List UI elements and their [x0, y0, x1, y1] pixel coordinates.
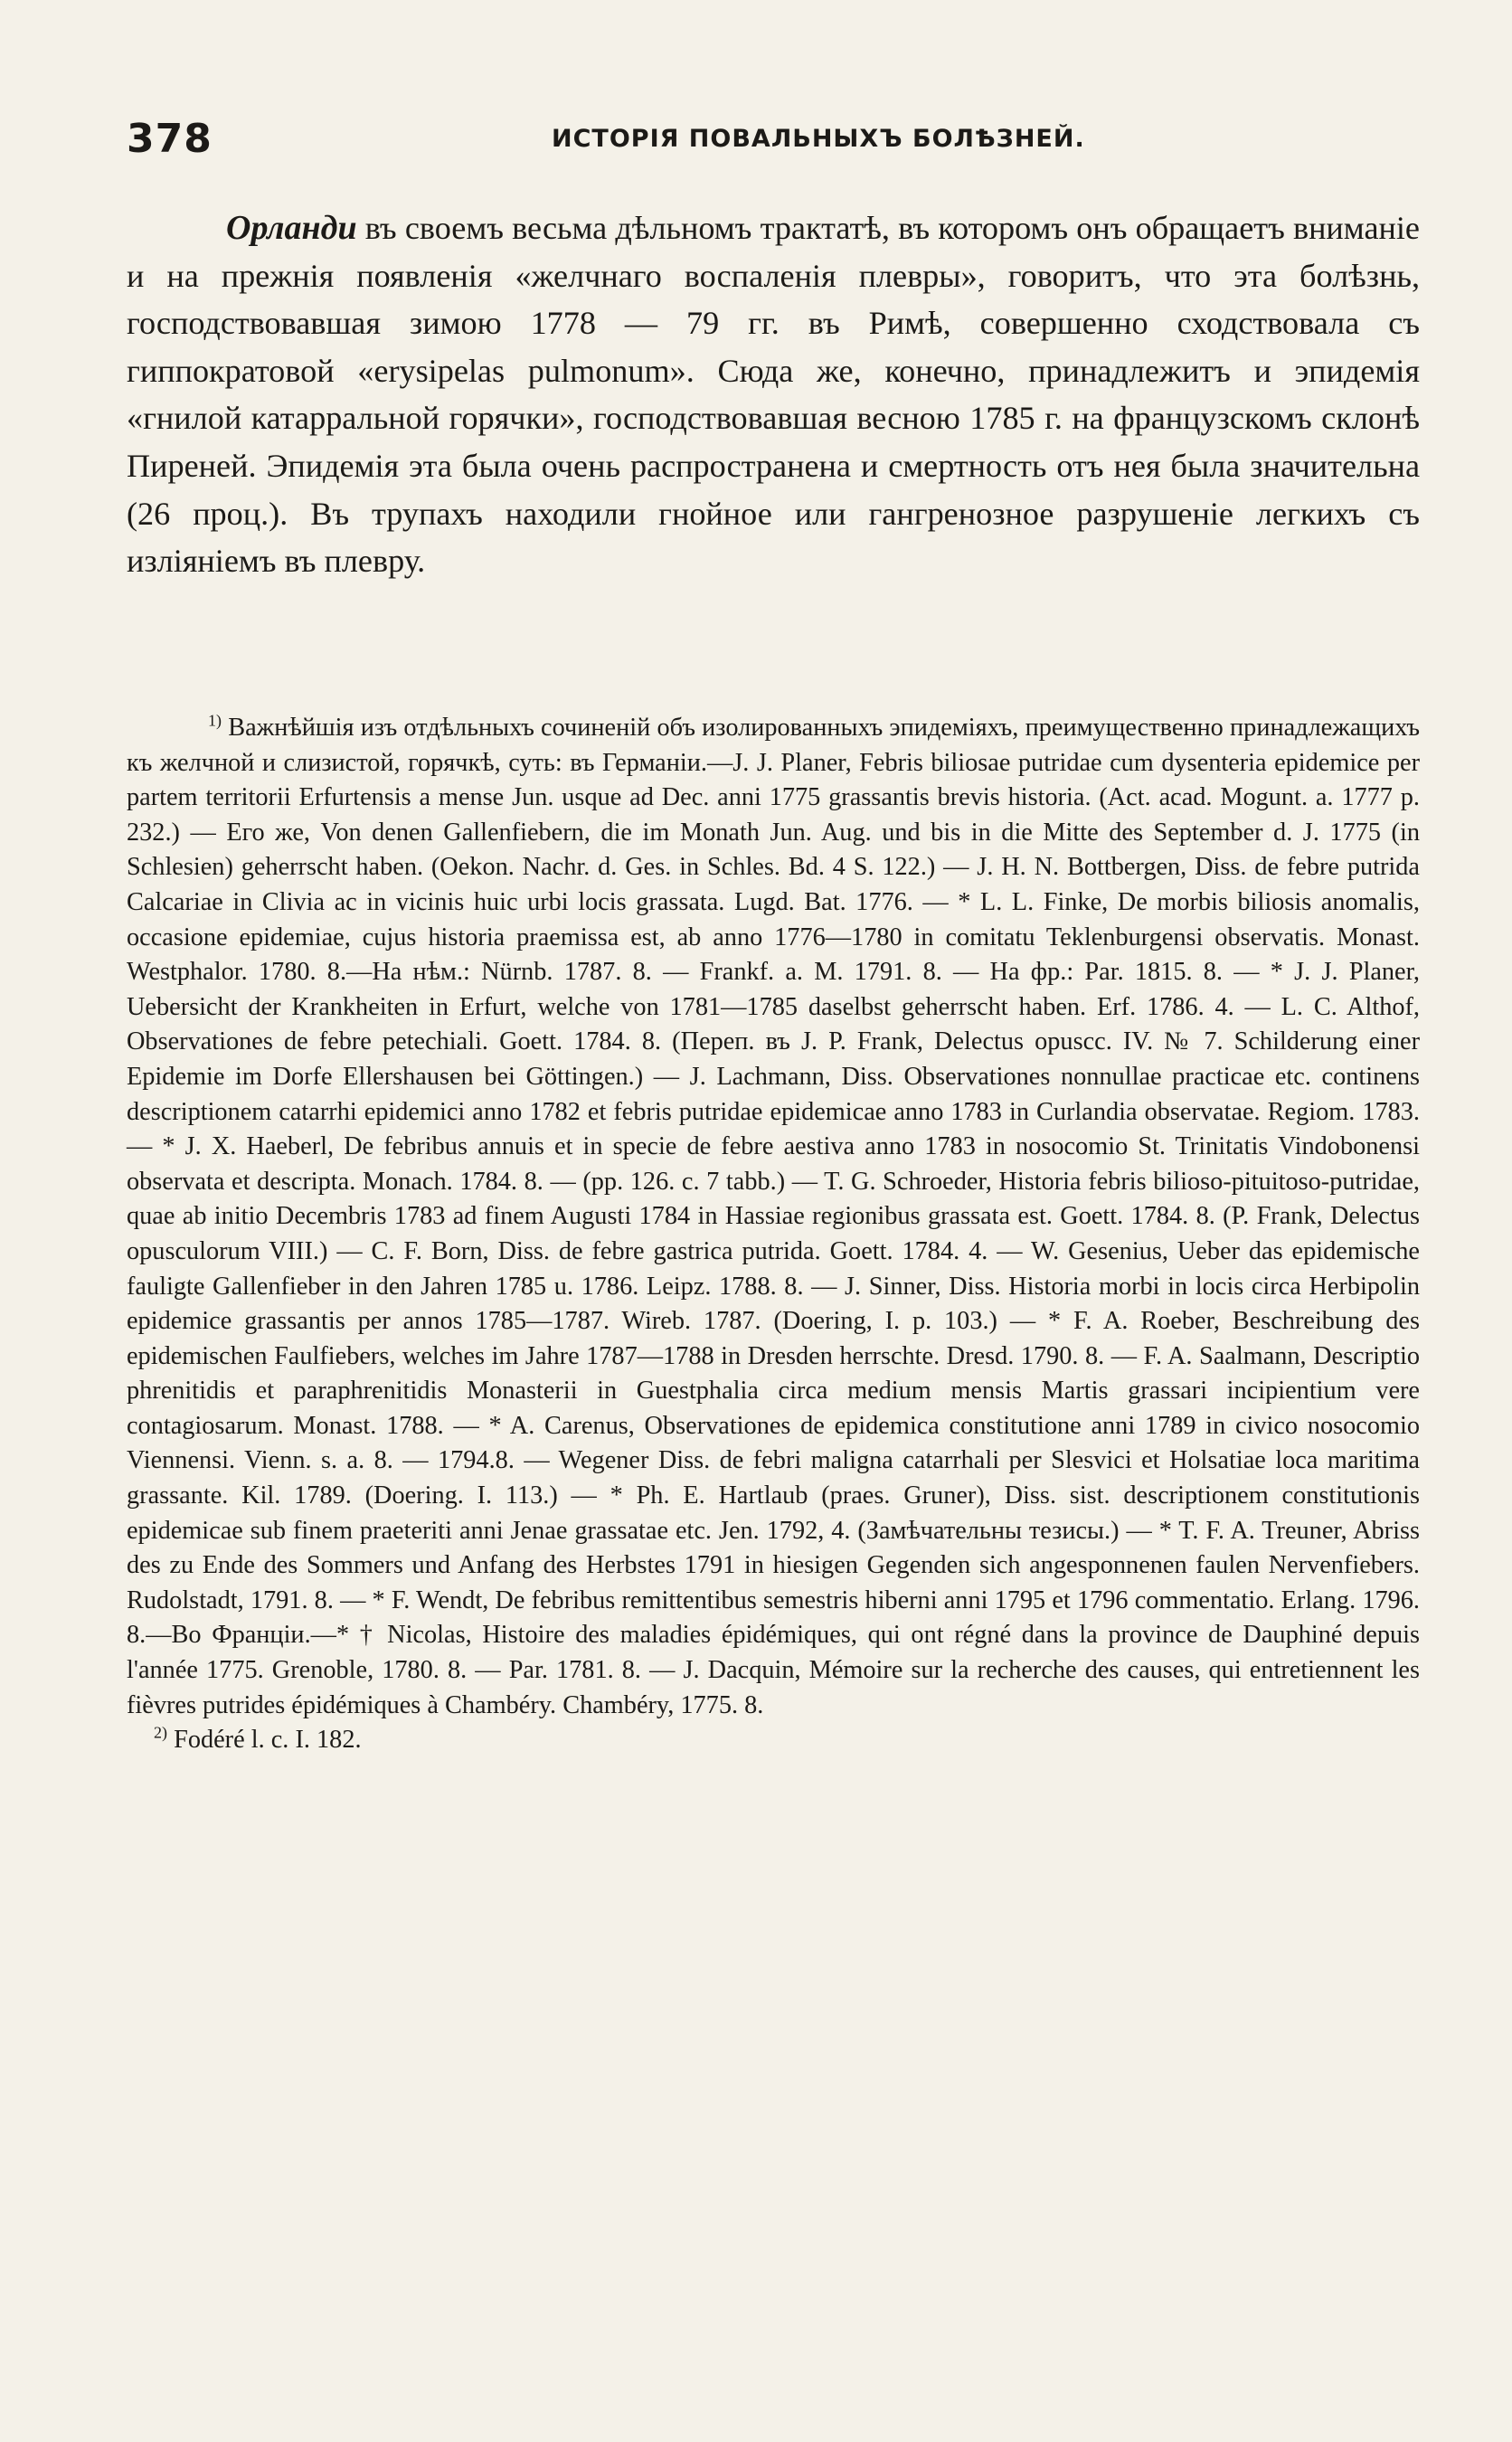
footnote [127, 1723, 1420, 1758]
footnotes [127, 711, 1420, 1758]
page-header [127, 116, 1420, 170]
footnote-marker: 1) [208, 711, 222, 730]
footnote [127, 711, 1420, 1723]
page-number: 378 [127, 116, 213, 162]
paragraph-text: въ своемъ весьма дѣльномъ трактатѣ, въ которомъ онъ обращаетъ вниманіе и на прежнія появленія «желчнаго воспаленія плевры», говоритъ, что эта болѣзнь, господствовавшая зимою 1778 — 79 гг. въ Римѣ, совершенно сходствовала съ гиппократовой «erysipelas pulmonum». Сюда же, конечно, принадлежитъ и эпидемія «гнилой катарральной горячки», господствовавшая весною 1785 г. на французскомъ склонѣ Пиреней. Эпидемія эта была очень распространена и смертность отъ нея была значительна (26 проц.). Въ трупахъ находили гнойное или гангренозное разрушеніе легкихъ съ изліяніемъ въ плевру. [127, 210, 1420, 580]
footnote-text: Fodéré l. c. I. 182. [174, 1726, 362, 1755]
running-title: ИСТОРІЯ ПОВАЛЬНЫХЪ БОЛѢЗНЕЙ. [552, 125, 1085, 153]
footnote-marker: 2) [154, 1723, 167, 1742]
footnote-text: Важнѣйшія изъ отдѣльныхъ сочиненій объ изолированныхъ эпидеміяхъ, преимущественно принадлежащихъ къ желчной и слизистой, горячкѣ, суть: въ Германіи.—J. J. Planer, Febris biliosae putridae cum dysenteria epidemice per partem territorii Erfurtensis a mense Jun. usque ad Dec. anni 1775 grassantis brevis historia. (Act. acad. Mogunt. a. 1777 p. 232.) — Его же, Von denen Gallenfiebern, die im Monath Jun. Aug. und bis in die Mitte des September d. J. 1775 (in Schlesien) geherrscht haben. (Oekon. Nachr. d. Ges. in Schles. Bd. 4 S. 122.) — J. H. N. Bottbergen, Diss. de febre putrida Calcariae in Clivia ac in vicinis huic urbi locis grassata. Lugd. Bat. 1776. — * L. L. Finke, De morbis biliosis anomalis, occasione epidemiae, cujus historia praemissa est, ab anno 1776—1780 in comitatu Teklenburgensi observatis. Monast. Westphalor. 1780. 8.—На нѣм.: Nürnb. 1787. 8. — Frankf. a. M. 1791. 8. — На фр.: Par. 1815. 8. — * J. J. Planer, Uebersicht der Krankheiten in Erfurt, welche von 1781—1785 daselbst geherrscht haben. Erf. 1786. 4. — L. C. Althof, Observationes de febre petechiali. Goett. 1784. 8. (Переп. въ J. P. Frank, Delectus opuscc. IV. № 7. Schilderung einer Epidemie im Dorfe Ellershausen bei Göttingen.) — J. Lachmann, Diss. Observationes nonnullae practicae etc. continens descriptionem catarrhi epidemici anno 1782 et febris putridae epidemicae anno 1783 in Curlandia observatae. Regiom. 1783. — * J. X. Haeberl, De febribus annuis et in specie de febre aestiva anno 1783 in nosocomio St. Trinitatis Vindobonensi observata et descripta. Monach. 1784. 8. — (pp. 126. c. 7 tabb.) — T. G. Schroeder, Historia febris bilioso-pituitoso-putridae, quae ab initio Decembris 1783 ad finem Augusti 1784 in Hassiae regionibus grassata est. Goett. 1784. 8. (P. Frank, Delectus opusculorum VIII.) — C. F. Born, Diss. de febre gastrica putrida. Goett. 1784. 4. — W. Gesenius, Ueber das epidemische fauligte Gallenfieber in den Jahren 1785 u. 1786. Leipz. 1788. 8. — J. Sinner, Diss. Historia morbi in locis circa Herbipolin epidemice grassantis per annos 1785—1787. Wireb. 1787. (Doering, I. p. 103.) — * F. A. Roeber, Beschreibung des epidemischen Faulfiebers, welches im Jahre 1787—1788 in Dresden herrschte. Dresd. 1790. 8. — F. A. Saalmann, Descriptio phrenitidis et paraphrenitidis Monasterii in Guestphalia circa medium mensis Martis grassari incipientium vere contagiosarum. Monast. 1788. — * A. Carenus, Observationes de epidemica constitutione anni 1789 in civico nosocomio Viennensi. Vienn. s. a. 8. — 1794.8. — Wegener Diss. de febri maligna catarrhali per Slesvici et Holsatiae loca maritima grassante. Kil. 1789. (Doering. I. 113.) — * Ph. E. Hartlaub (praes. Gruner), Diss. sist. descriptionem constitutionis epidemicae sub finem praeteriti anni Jenae grassatae etc. Jen. 1792, 4. (Замѣчательны тезисы.) — * T. F. A. Treuner, Abriss des zu Ende des Sommers und Anfang des Herbstes 1791 in hiesigen Gegenden sich angesponnenen faulen Nervenfiebers. Rudolstadt, 1791. 8. — * F. Wendt, De febribus remittentibus semestris hiberni anni 1795 et 1796 commentatio. Erlang. 1796. 8.—Во Франціи.—* † Nicolas, Histoire des maladies épidémiques, qui ont régné dans la province de Dauphiné depuis l'année 1775. Grenoble, 1780. 8. — Par. 1781. 8. — J. Dacquin, Mémoire sur la recherche des causes, qui entretiennent les fièvres putrides épidémiques à Chambéry. Chambéry, 1775. 8. [127, 714, 1420, 1719]
main-paragraph [127, 204, 1420, 585]
author-name: Орланди [226, 209, 357, 247]
